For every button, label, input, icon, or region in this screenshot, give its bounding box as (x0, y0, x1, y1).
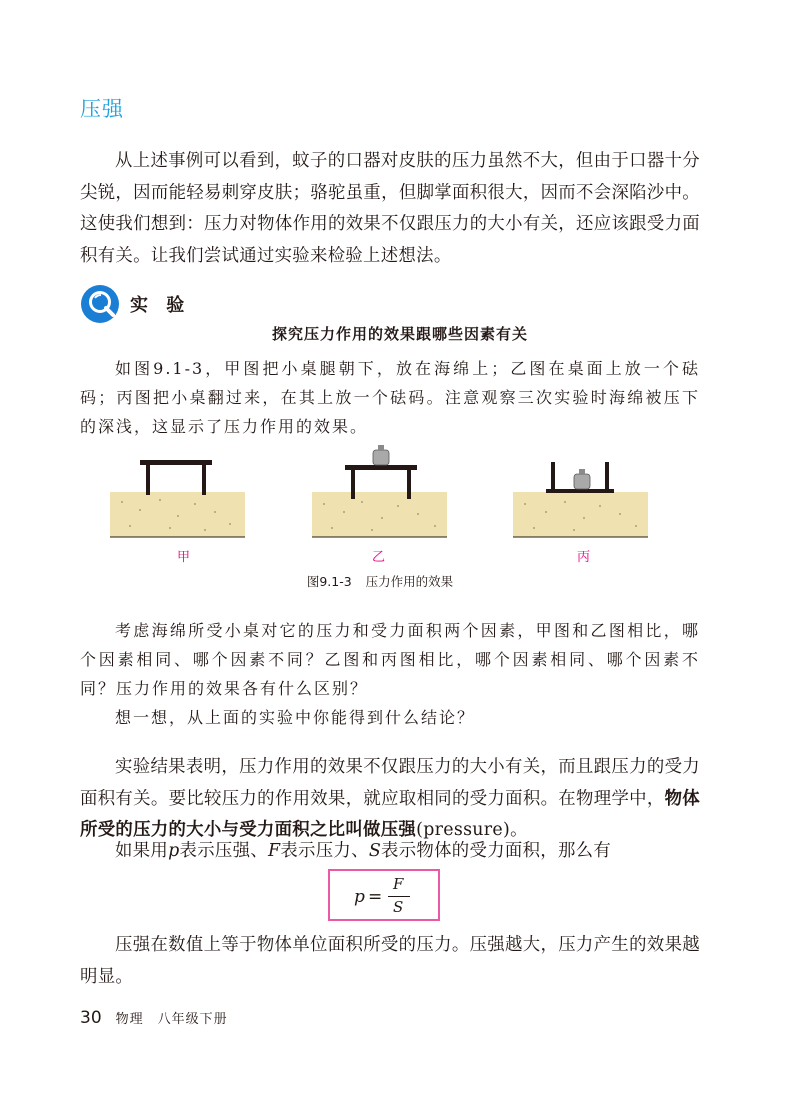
pressure-formula (328, 869, 440, 921)
caption-number: 图9.1-3 (306, 574, 352, 589)
closing-paragraph: 压强在数值上等于物体单位面积所受的压力。压强越大，压力产生的效果越明显。 (80, 935, 700, 987)
table-top (140, 460, 212, 465)
experiment-text: 如图9.1-3，甲图把小桌腿朝下，放在海绵上；乙图在桌面上放一个砝码；丙图把小桌翻过来，在其上放一个砝码。注意观察三次实验时海绵被压下的深浅，这显示了压力作用的效果。 (80, 359, 700, 436)
page-footer (80, 1008, 228, 1028)
figure-panel-yi (312, 445, 447, 537)
fraction-bar (388, 896, 410, 897)
experiment-header (80, 284, 190, 324)
sponge (110, 492, 245, 537)
weight (574, 474, 590, 489)
weight (373, 450, 389, 465)
experiment-title: 探究压力作用的效果跟哪些因素有关 (271, 325, 528, 343)
figure-label-jia: 甲 (177, 550, 191, 565)
formula-numerator: F (393, 875, 404, 893)
formula-denominator: S (393, 898, 404, 916)
intro-paragraph: 从上述事例可以看到，蚊子的口器对皮肤的压力虽然不大，但由于口器十分尖锐，因而能轻易刺穿皮肤；骆驼虽重，但脚掌面积很大，因而不会深陷沙中。这使我们想到：压力对物体作用的效果不仅跟压力的大小有关，还应该跟受力面积有关。让我们尝试通过实验来检验上述想法。 (80, 151, 700, 266)
figure-panel-jia (110, 460, 245, 537)
caption-text: 压力作用的效果 (365, 574, 454, 589)
sponge (513, 492, 648, 537)
figure-panel-bing (513, 462, 648, 537)
page-number: 30 (80, 1008, 102, 1028)
table-leg (551, 462, 555, 489)
sponge (312, 492, 447, 537)
definition-paragraph: 如果用p表示压强、F表示压力、S表示物体的受力面积，那么有 (115, 841, 612, 861)
table-leg (351, 470, 355, 499)
table-leg (202, 465, 206, 495)
formula-lhs: p (354, 887, 365, 907)
figure-caption (0, 572, 760, 590)
table-leg (605, 462, 609, 489)
book-title: 物理 八年级下册 (115, 1012, 228, 1027)
figure-label-yi: 乙 (372, 550, 386, 565)
question-paragraph: 考虑海绵所受小桌对它的压力和受力面积两个因素，甲图和乙图相比，哪个因素相同、哪个因素不同？乙图和丙图相比，哪个因素相同、哪个因素不同？压力作用的效果各有什么区别？ (80, 621, 700, 698)
table-top (345, 465, 417, 470)
table-leg (146, 465, 150, 495)
figure-label-bing: 丙 (577, 550, 591, 565)
table-leg (407, 470, 411, 499)
conclusion-paragraph: 实验结果表明，压力作用的效果不仅跟压力的大小有关，而且跟压力的受力面积有关。要比较压力的作用效果，就应取相同的受力面积。在物理学中，物体所受的压力的大小与受力面积之比叫做压强(pressure)。 (80, 757, 700, 840)
section-title: 压强 (80, 97, 124, 121)
question-think: 想一想，从上面的实验中你能得到什么结论？ (115, 708, 476, 727)
magnifier-icon (80, 284, 120, 324)
table-top (546, 489, 614, 493)
pressure-definition: 物体所受的压力的大小与受力面积之比叫做压强 (80, 788, 700, 840)
experiment-label: 实 验 (130, 295, 191, 316)
formula-equals: = (368, 887, 383, 907)
